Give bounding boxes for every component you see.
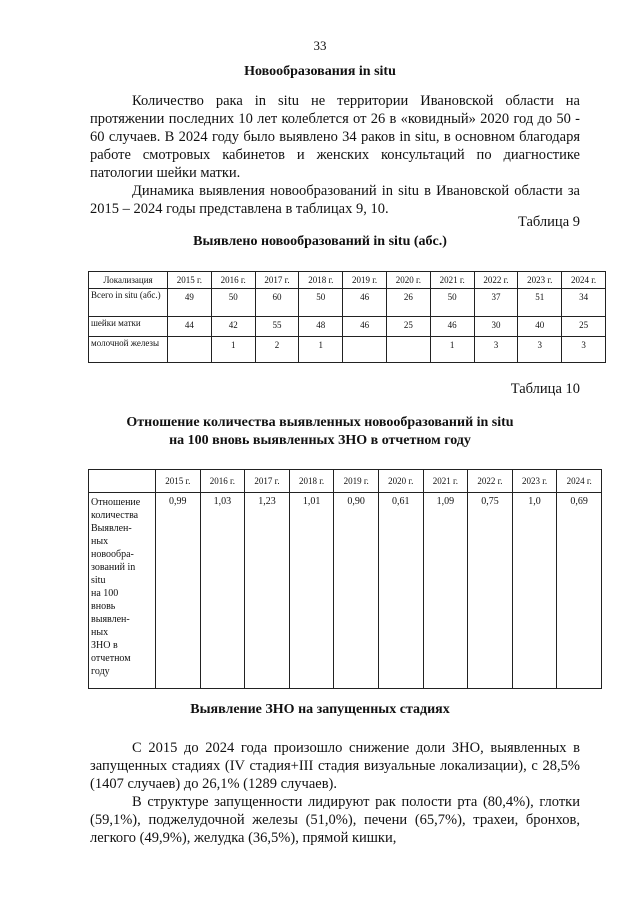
table-cell: 1,09: [423, 493, 468, 689]
table-cell: 3: [518, 337, 562, 363]
table-cell: [168, 337, 212, 363]
table-cell: 49: [168, 289, 212, 317]
section-title-late-stages: Выявление ЗНО на запущенных стадиях: [190, 702, 450, 717]
table-cell: 37: [474, 289, 518, 317]
table-cell: 2: [255, 337, 299, 363]
paragraph: Количество рака in situ не территории Ивановской области на протяжении последних 10 лет колеблется от 26 в «ковидный» 2020 год до 50 - 60 случаев. В 2024 году было выявлено 34 раков in situ, в основном благодаря работе смотровых кабинетов и женских консультаций по диагностике патологии шейки матки.: [90, 93, 580, 181]
table-cell: 60: [255, 289, 299, 317]
table-cell: 44: [168, 317, 212, 337]
table-cell: 0,61: [378, 493, 423, 689]
column-header: 2016 г.: [211, 272, 255, 289]
row-label-line: ЗНО в: [91, 640, 118, 651]
column-header: 2016 г.: [200, 470, 245, 493]
table10-title-line2: на 100 вновь выявленных ЗНО в отчетном году: [169, 433, 471, 448]
column-header: 2021 г.: [430, 272, 474, 289]
row-label-line: году: [91, 666, 110, 677]
column-header: 2021 г.: [423, 470, 468, 493]
column-header: 2017 г.: [245, 470, 290, 493]
row-label-line: количества: [91, 510, 139, 521]
table-cell: 40: [518, 317, 562, 337]
table-cell: 46: [430, 317, 474, 337]
row-label-line: вновь: [91, 601, 116, 612]
table-cell: 0,90: [334, 493, 379, 689]
table-row: [89, 317, 606, 337]
table-cell: 1,23: [245, 493, 290, 689]
column-header: 2024 г.: [562, 272, 606, 289]
table10: [88, 469, 602, 689]
table-header-row: [89, 272, 606, 289]
table-cell: 25: [386, 317, 430, 337]
table-header-row: [89, 470, 602, 493]
column-header: 2022 г.: [474, 272, 518, 289]
column-header: 2023 г.: [518, 272, 562, 289]
table-cell: 46: [343, 317, 387, 337]
table-cell: 3: [474, 337, 518, 363]
column-header: [89, 470, 156, 493]
table-cell: 1: [430, 337, 474, 363]
row-label-line: на 100: [91, 588, 119, 599]
table-cell: 34: [562, 289, 606, 317]
section-in-situ-text: [90, 92, 580, 218]
column-header: 2017 г.: [255, 272, 299, 289]
row-label-line: выявлен-: [91, 614, 130, 625]
page-number: 33: [313, 38, 327, 53]
row-label-line: ных: [91, 536, 109, 547]
table10-caption: Таблица 10: [510, 381, 580, 397]
table-cell: 42: [211, 317, 255, 337]
table-cell: 55: [255, 317, 299, 337]
table-row: [89, 289, 606, 317]
table-cell: 25: [562, 317, 606, 337]
row-label: молочной железы: [89, 337, 168, 363]
row-label: [89, 493, 156, 689]
row-label-line: зований in: [91, 562, 136, 573]
column-header: Локализация: [89, 272, 168, 289]
column-header: 2022 г.: [468, 470, 513, 493]
table9-caption: Таблица 9: [517, 214, 580, 230]
paragraph: В структуре запущенности лидируют рак полости рта (80,4%), глотки (59,1%), поджелудочной железы (51,0%), печени (65,7%), трахеи, бронхов, легкого (49,9%), желудка (36,5%), прямой кишки,: [90, 794, 580, 846]
table-cell: 26: [386, 289, 430, 317]
table9: [88, 271, 606, 363]
table-cell: [386, 337, 430, 363]
section-title-in-situ: Новообразования in situ: [244, 64, 396, 79]
table-cell: 30: [474, 317, 518, 337]
table-cell: 1,01: [289, 493, 334, 689]
column-header: 2015 г.: [168, 272, 212, 289]
column-header: 2024 г.: [557, 470, 602, 493]
column-header: 2019 г.: [343, 272, 387, 289]
row-label-line: новообра-: [91, 549, 134, 560]
row-label: Всего in situ (абс.): [89, 289, 168, 317]
column-header: 2023 г.: [512, 470, 557, 493]
table-cell: 0,99: [156, 493, 201, 689]
column-header: 2018 г.: [289, 470, 334, 493]
table-row: [89, 337, 606, 363]
column-header: 2019 г.: [334, 470, 379, 493]
table-cell: 1,03: [200, 493, 245, 689]
table-cell: 1: [211, 337, 255, 363]
table-cell: 48: [299, 317, 343, 337]
table-cell: 50: [299, 289, 343, 317]
table-cell: 0,69: [557, 493, 602, 689]
paragraph: Динамика выявления новообразований in situ в Ивановской области за 2015 – 2024 годы представлена в таблицах 9, 10.: [90, 183, 580, 217]
row-label-line: ных: [91, 627, 109, 638]
table-cell: [343, 337, 387, 363]
table-cell: 1: [299, 337, 343, 363]
column-header: 2018 г.: [299, 272, 343, 289]
row-label-line: situ: [91, 575, 106, 586]
table-cell: 0,75: [468, 493, 513, 689]
paragraph: С 2015 до 2024 года произошло снижение доли ЗНО, выявленных в запущенных стадиях (IV стадия+III стадия визуальные локализации), с 28,5% (1407 случаев) до 26,1% (1289 случаев).: [90, 740, 580, 792]
table-cell: 50: [211, 289, 255, 317]
table-cell: 50: [430, 289, 474, 317]
section-late-stages-text: [90, 739, 580, 847]
table-cell: 3: [562, 337, 606, 363]
column-header: 2020 г.: [386, 272, 430, 289]
table-cell: 51: [518, 289, 562, 317]
row-label-line: отчетном: [91, 653, 131, 664]
table-cell: 46: [343, 289, 387, 317]
column-header: 2020 г.: [378, 470, 423, 493]
table-cell: 1,0: [512, 493, 557, 689]
column-header: 2015 г.: [156, 470, 201, 493]
row-label-line: Отношение: [91, 497, 141, 508]
row-label: шейки матки: [89, 317, 168, 337]
table9-title: Выявлено новообразований in situ (абс.): [193, 234, 447, 249]
table10-title-line1: Отношение количества выявленных новообразований in situ: [126, 415, 514, 430]
table-row: [89, 493, 602, 689]
row-label-line: Выявлен-: [91, 523, 132, 534]
